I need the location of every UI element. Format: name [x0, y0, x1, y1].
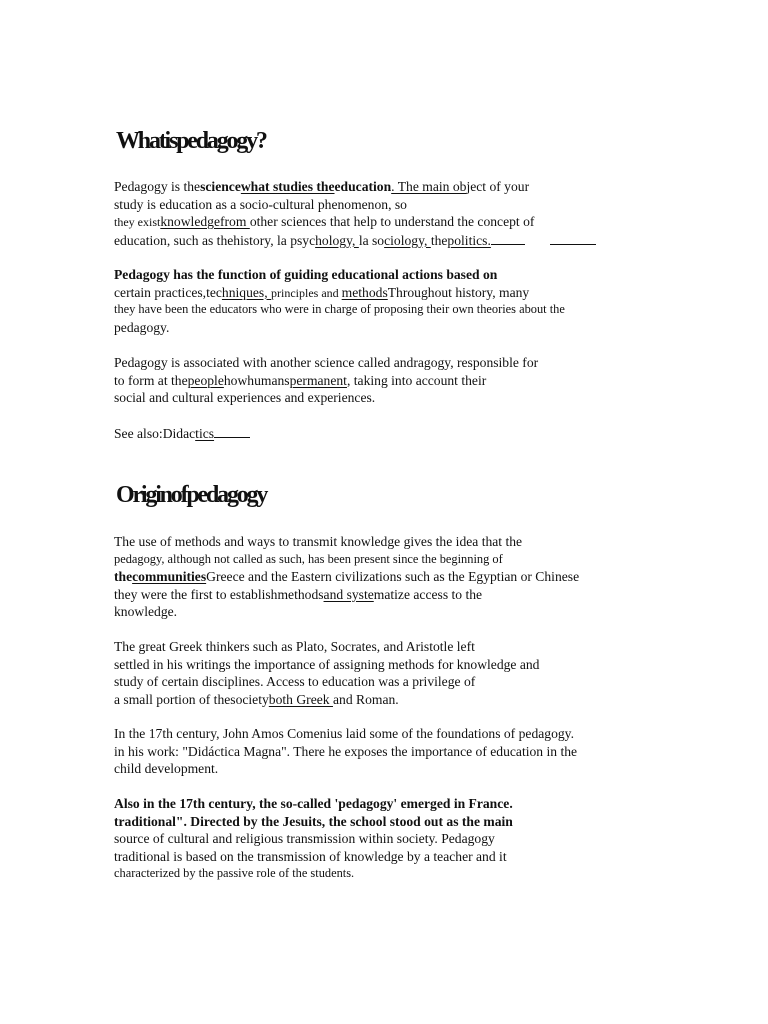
text-run: society [230, 691, 269, 707]
text-line [114, 586, 644, 604]
text-line [114, 568, 644, 586]
text-run-bold: education [334, 179, 392, 194]
link-politics[interactable]: politics. [447, 232, 491, 248]
text-run: the [430, 232, 448, 248]
link-didactics[interactable]: tics [195, 426, 215, 441]
text-line: knowledge. [114, 604, 178, 619]
text-run: Pedagogy is the [114, 179, 201, 194]
text-run: certain practices,tec [114, 284, 222, 300]
text-line [114, 231, 644, 249]
paragraph-traditional-pedagogy [114, 795, 644, 883]
link-sociology[interactable]: ciology, [384, 232, 431, 248]
paragraph-definition [114, 178, 644, 248]
text-line [114, 424, 644, 442]
text-line: settled in his writings the importance of assigning methods for knowledge and [114, 656, 540, 672]
text-run: , la psyc [270, 232, 316, 248]
text-line [114, 178, 644, 196]
link-from[interactable]: from [219, 214, 250, 229]
text-run: Gre [206, 569, 227, 584]
text-line-bold: Also in the 17th century, the so-called 'pedagogy' emerged in France. [114, 796, 513, 811]
text-line: pedagogy. [114, 319, 170, 335]
link-knowledge[interactable]: knowledge [160, 214, 220, 229]
link-permanent[interactable]: permanent [289, 372, 347, 388]
text-line: pedagogy, although not called as such, has been present since the beginning of [114, 551, 503, 566]
section-title-what-is-pedagogy: Whatispedagogy? [116, 128, 266, 154]
text-run: a small portion of the [114, 691, 231, 707]
text-run: how [223, 372, 248, 388]
text-run: methods [277, 586, 324, 602]
paragraph-comenius [114, 725, 644, 778]
text-run: other sciences that help to understand the concept of [249, 214, 535, 229]
text-line-bold: Pedagogy has the function of guiding educational actions based on [114, 267, 498, 282]
paragraph-andragogy [114, 354, 644, 407]
underline-blank [491, 231, 525, 245]
link-main-object[interactable]: . The main ob [391, 179, 467, 194]
text-line: study is education as a socio-cultural phenomenon, so [114, 196, 407, 212]
text-run: they exist [114, 215, 161, 229]
text-run: ece and the Eastern civilizations such as the Egyptian or Chinese [226, 569, 580, 584]
text-line [114, 284, 644, 302]
text-line: child development. [114, 761, 219, 776]
text-run-bold: science [200, 179, 241, 194]
link-psychology[interactable]: hology, [315, 232, 359, 248]
text-run: principles and [271, 285, 342, 300]
text-run: history [233, 232, 271, 248]
paragraph-see-also [114, 424, 644, 442]
link-systematize[interactable]: and syste [323, 586, 374, 602]
text-run: and Roman. [332, 691, 399, 707]
text-line: Pedagogy is associated with another science called andragogy, responsible for [114, 355, 539, 370]
text-line: social and cultural experiences and experiences. [114, 390, 376, 405]
text-run: education, such as the [114, 232, 234, 248]
text-line-bold: traditional". Directed by the Jesuits, the school stood out as the main [114, 813, 513, 829]
text-run: ject of your [466, 179, 530, 194]
text-line: In the 17th century, John Amos Comenius laid some of the foundations of pedagogy. [114, 726, 574, 741]
text-run: matize access to the [373, 586, 483, 602]
text-line: characterized by the passive role of the students. [114, 866, 355, 880]
paragraph-origin-methods [114, 533, 644, 621]
text-line: in his work: "Didáctica Magna". There he exposes the importance of education in the [114, 743, 578, 759]
text-line [114, 213, 644, 231]
underline-blank [214, 424, 250, 438]
text-run: Throughout history, many [387, 284, 530, 300]
text-run-bold: the [114, 569, 133, 584]
text-line: The use of methods and ways to transmit knowledge gives the idea that the [114, 534, 523, 549]
text-line: traditional is based on the transmission of knowledge by a teacher and it [114, 848, 507, 864]
text-run: humans [247, 372, 290, 388]
paragraph-greek-thinkers [114, 638, 644, 708]
section-title-origin-of-pedagogy: Originofpedagogy [116, 482, 267, 508]
text-run: to form at the [114, 372, 188, 388]
text-line: study of certain disciplines. Access to education was a privilege of [114, 674, 476, 689]
paragraph-function [114, 266, 644, 336]
text-run: la so [358, 232, 385, 248]
text-run: they were the first to establish [114, 586, 278, 602]
see-also-label: See also: [114, 426, 163, 441]
text-line: they have been the educators who were in charge of proposing their own theories about the [114, 302, 565, 316]
link-techniques[interactable]: hniques, [221, 284, 272, 300]
underline-blank [550, 231, 596, 245]
text-line [114, 691, 644, 709]
text-run: Didac [162, 426, 196, 441]
link-what-studies[interactable]: what studies the [240, 179, 335, 194]
text-run: , taking into account their [346, 372, 487, 388]
link-communities[interactable]: communities [132, 569, 207, 584]
text-line [114, 372, 644, 390]
text-line: source of cultural and religious transmission within society. Pedagogy [114, 831, 495, 846]
link-methods[interactable]: methods [341, 284, 388, 300]
link-people[interactable]: people [187, 372, 224, 388]
text-line: The great Greek thinkers such as Plato, Socrates, and Aristotle left [114, 639, 475, 654]
link-both-greek[interactable]: both Greek [268, 691, 333, 707]
